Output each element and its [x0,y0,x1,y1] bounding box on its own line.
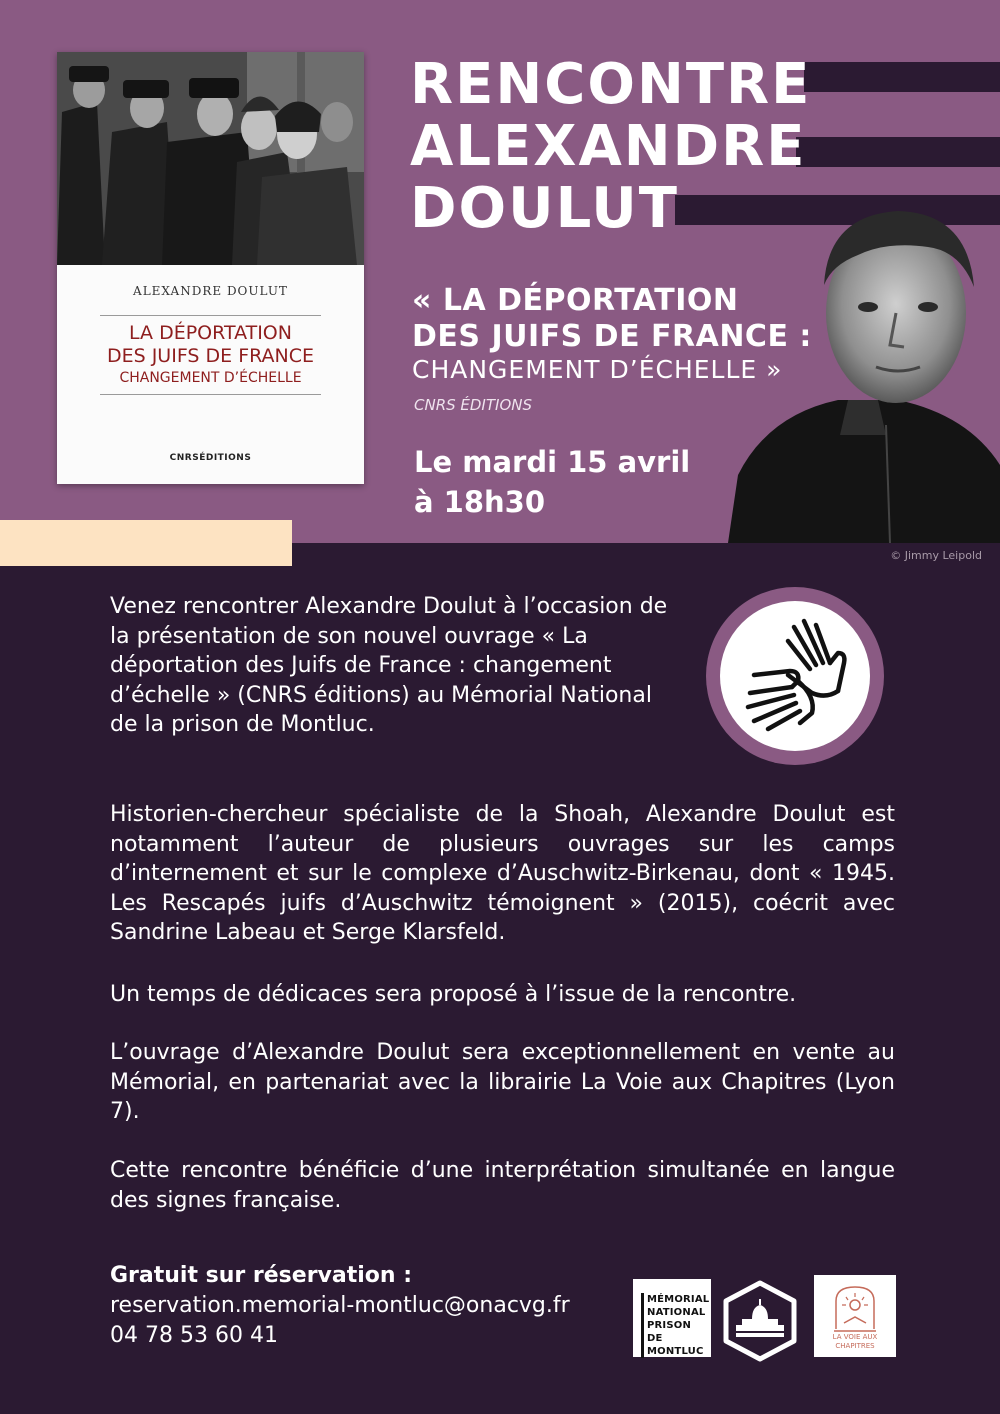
accent-cream-bar [0,520,292,566]
memorial-logo-line2: NATIONAL [647,1307,706,1318]
intro-paragraph: Venez rencontrer Alexandre Doulut à l’occasion de la présentation de son nouvel ouvrage « La déportation des Juifs de France : changement d’échelle » (CNRS éditions) au Mémorial National de la prison de Montluc. [110,594,668,738]
sign-language-badge [706,587,884,765]
signing-paragraph: Un temps de dédicaces sera proposé à l’issue de la rencontre. [110,982,797,1007]
book-cover-author: ALEXANDRE DOULUT [133,284,288,298]
book-title-line1: « LA DÉPORTATION [412,283,739,318]
book-subtitle: CHANGEMENT D’ÉCHELLE » [412,355,783,384]
event-date: Le mardi 15 avril [414,445,691,479]
book-publisher: CNRS ÉDITIONS [414,396,532,414]
header-band [0,0,1000,543]
photo-credit: © Jimmy Leipold [890,549,982,562]
sale-paragraph: L’ouvrage d’Alexandre Doulut sera exceptionnellement en vente au Mémorial, en partenariat avec la librairie La Voie aux Chapitres (Lyon 7). [110,1040,895,1125]
title-bar-2 [796,137,1000,167]
author-portrait [728,195,1000,543]
page-title-line2: ALEXANDRE [410,114,807,179]
sign-language-icon [720,601,870,751]
book-cover-title [57,322,364,368]
reservation-phone[interactable]: 04 78 53 60 41 [110,1323,278,1348]
book-cover [57,52,364,484]
memorial-montluc-logo [633,1279,711,1357]
title-bar-1 [804,62,1000,92]
la-voie-aux-chapitres-logo [814,1275,896,1357]
page-title-line3: DOULUT [410,176,679,241]
book-cover-subtitle: CHANGEMENT D’ÉCHELLE [119,370,302,386]
page-title-line1: RENCONTRE [410,52,812,117]
bookshop-logo-line1: LA VOIE AUX [832,1333,878,1341]
book-cover-photo [57,52,364,265]
book-cover-rule-bottom [100,394,321,395]
event-datetime [414,442,690,522]
bio-paragraph: Historien-chercheur spécialiste de la Shoah, Alexandre Doulut est notamment l’auteur de plusieurs ouvrages sur les camps d’internement et sur le complexe d’Auschwitz-Birkenau, dont « 1945. Les Rescapés juifs d’Auschwitz témoignent » (2015), coécrit avec Sandrine Labeau et Serge Klarsfeld. [110,802,895,946]
reservation-email[interactable]: reservation.memorial-montluc@onacvg.fr [110,1293,570,1318]
book-cover-publisher: CNRSÉDITIONS [169,453,252,463]
book-cover-rule-top [100,315,321,316]
reservation-heading: Gratuit sur réservation : [110,1263,413,1288]
archive-photo-icon [57,52,364,265]
memorial-logo-line3: PRISON [647,1320,692,1331]
book-title-line2: DES JUIFS DE FRANCE : [412,319,812,354]
memorial-logo-line1: MÉMORIAL [647,1294,710,1305]
book-cover-title-line1: LA DÉPORTATION [129,322,292,344]
accessibility-paragraph: Cette rencontre bénéficie d’une interprétation simultanée en langue des signes française. [110,1158,895,1213]
event-time: à 18h30 [414,485,546,519]
memorial-logo-line4: DE MONTLUC [647,1333,704,1357]
book-cover-title-line2: DES JUIFS DE FRANCE [106,345,315,367]
bookshop-logo-line2: CHAPITRES [835,1342,875,1350]
monument-icon [720,1279,800,1363]
